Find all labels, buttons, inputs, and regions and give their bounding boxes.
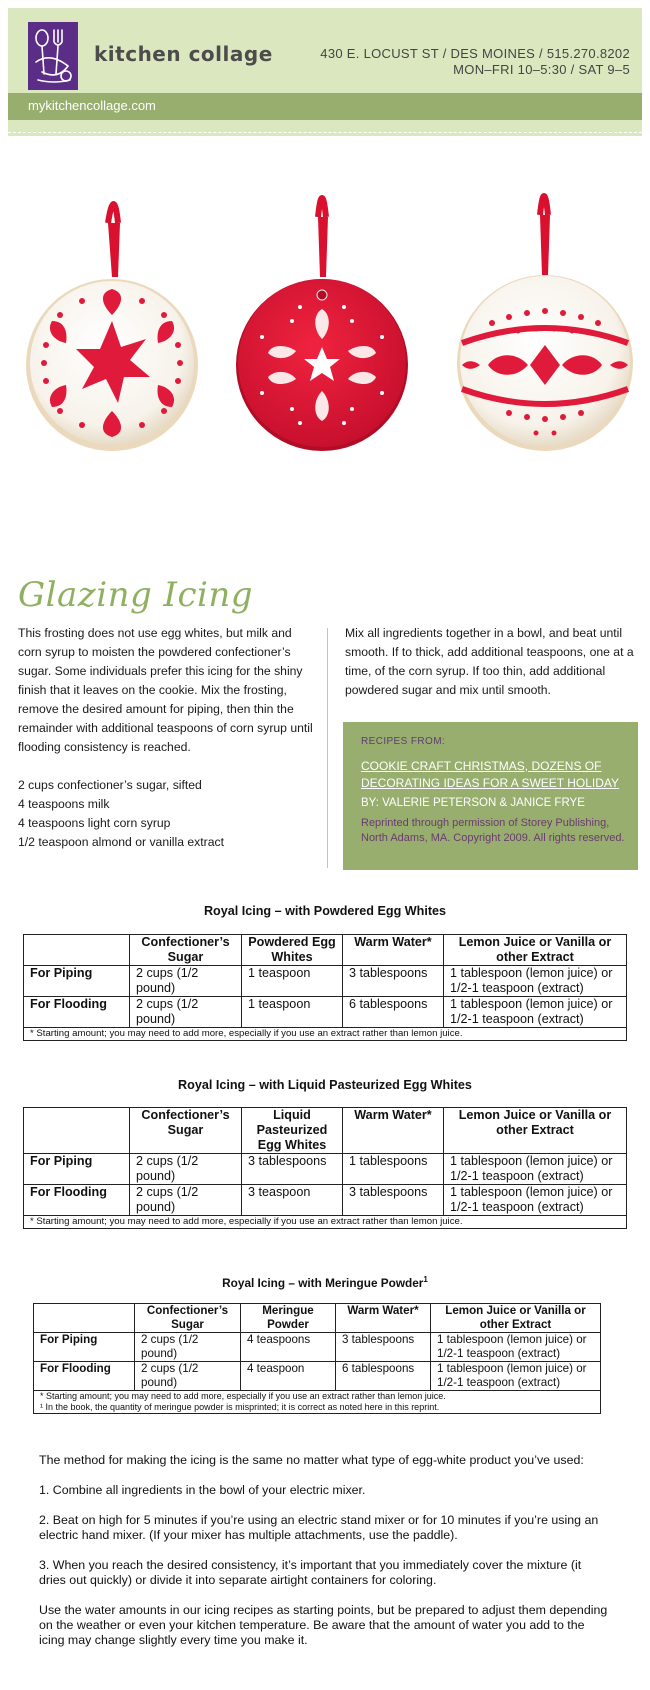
cookie-ornaments-image	[0, 165, 650, 505]
table-footnote: * Starting amount; you may need to add more, especially if you use an extract rather than lemon juice.	[40, 1391, 446, 1401]
table-cell: 1 teaspoon	[242, 997, 343, 1028]
table-header: Confectioner’s Sugar	[130, 1108, 242, 1154]
footnote-marker: 1	[423, 1275, 428, 1284]
table-header: Lemon Juice or Vanilla or other Extract	[444, 1108, 627, 1154]
recipe-right-column	[345, 624, 640, 700]
ingredient-item: 2 cups confectioner’s sugar, sifted	[18, 778, 202, 792]
table-cell: 3 tablespoons	[336, 1333, 431, 1362]
table-cell: 1 tablespoon (lemon juice) or 1/2-1 teaspoon (extract)	[444, 1185, 627, 1216]
method-paragraph: Use the water amounts in our icing recipes as starting points, but be prepared to adjust them depending on the weather or even your kitchen temperature. Be aware that the amount of water you add to the icing may change slightly every time you make it.	[39, 1603, 608, 1647]
recipe-intro: This frosting does not use egg whites, but milk and corn syrup to moisten the powdered confectioner’s sugar. Some individuals prefer this icing for the shiny finish that it leaves on the cookie. Mix the frosting, remove the desired amount for piping, then thin the remainder with additional teaspoons of corn syrup until flooding consistency is reached.	[18, 626, 313, 754]
table-cell: 2 cups (1/2 pound)	[135, 1333, 241, 1362]
table-header: Confectioner’s Sugar	[135, 1304, 241, 1333]
row-label: For Piping	[34, 1333, 135, 1362]
header-top	[8, 8, 642, 93]
table-row	[34, 1333, 601, 1362]
book-title-link[interactable]: COOKIE CRAFT CHRISTMAS, DOZENS OF DECORATING IDEAS FOR A SWEET HOLIDAY	[361, 759, 620, 790]
row-label: For Piping	[24, 1154, 130, 1185]
table-cell: 1 tablespoons	[343, 1154, 444, 1185]
method-paragraph: The method for making the icing is the same no matter what type of egg-white product you’ve used:	[39, 1453, 584, 1467]
table-header: Lemon Juice or Vanilla or other Extract	[431, 1304, 601, 1333]
website-link[interactable]: mykitchencollage.com	[28, 98, 156, 113]
table-cell: 4 teaspoon	[241, 1362, 336, 1391]
table-cell: 3 tablespoons	[242, 1154, 343, 1185]
table-row	[34, 1362, 601, 1391]
table-footnote-row	[24, 1028, 627, 1041]
table-row	[24, 966, 627, 997]
table-title-liquid: Royal Icing – with Liquid Pasteurized Egg Whites	[178, 1078, 472, 1092]
recipe-credit-box	[343, 722, 638, 870]
row-label: For Flooding	[24, 997, 130, 1028]
header-dashed-divider	[8, 132, 642, 133]
table-cell: 1 tablespoon (lemon juice) or 1/2-1 teaspoon (extract)	[444, 997, 627, 1028]
table-header: Warm Water*	[343, 1108, 444, 1154]
table-footnote-row	[24, 1216, 627, 1229]
icing-table-powdered	[23, 934, 627, 1041]
table-cell: 1 teaspoon	[242, 966, 343, 997]
table-footnotes	[34, 1391, 601, 1414]
table-header: Confectioner’s Sugar	[130, 935, 242, 966]
method-step: 2. Beat on high for 5 minutes if you’re using an electric stand mixer or for 10 minutes if you’re using an electric hand mixer. (If your mixer has multiple attachments, use the paddle).	[39, 1513, 599, 1542]
reprint-notice: Reprinted through permission of Storey Publishing, North Adams, MA. Copyright 2009. All rights reserved.	[361, 817, 625, 844]
table-row	[24, 1154, 627, 1185]
table-header: Liquid Pasteurized Egg Whites	[242, 1108, 343, 1154]
icing-table-meringue	[33, 1303, 601, 1414]
store-hours: MON–FRI 10–5:30 / SAT 9–5	[453, 62, 630, 77]
site-header	[8, 8, 642, 136]
book-authors: BY: VALERIE PETERSON & JANICE FRYE	[361, 797, 585, 809]
method-step: 1. Combine all ingredients in the bowl of your electric mixer.	[39, 1483, 366, 1497]
table-header: Lemon Juice or Vanilla or other Extract	[444, 935, 627, 966]
table-footnote: * Starting amount; you may need to add more, especially if you use an extract rather than lemon juice.	[24, 1028, 627, 1041]
table-corner-cell	[24, 1108, 130, 1154]
recipe-left-column	[18, 624, 318, 852]
method-step: 3. When you reach the desired consistency, it’s important that you immediately cover the mixture (it dries out quickly) or divide it into separate airtight containers for coloring.	[39, 1558, 582, 1587]
table-cell: 6 tablespoons	[336, 1362, 431, 1391]
table-cell: 6 tablespoons	[343, 997, 444, 1028]
recipe-instructions: Mix all ingredients together in a bowl, and beat until smooth. If to thick, add additional teaspoons, one at a time, of the corn syrup. If too thin, add additional powdered sugar and mix until smooth.	[345, 626, 634, 697]
ingredient-item: 4 teaspoons light corn syrup	[18, 816, 171, 830]
ingredient-item: 1/2 teaspoon almond or vanilla extract	[18, 835, 224, 849]
table-cell: 3 tablespoons	[343, 966, 444, 997]
table-footnote: * Starting amount; you may need to add more, especially if you use an extract rather than lemon juice.	[24, 1216, 627, 1229]
address-line-1: 430 E. LOCUST ST / DES MOINES / 515.270.8202	[320, 46, 630, 61]
table-cell: 2 cups (1/2 pound)	[130, 997, 242, 1028]
table-header: Warm Water*	[343, 935, 444, 966]
ornament-banded-cookie	[457, 196, 633, 451]
row-label: For Piping	[24, 966, 130, 997]
table-corner-cell	[24, 935, 130, 966]
table-title-text: Royal Icing – with Meringue Powder	[222, 1275, 424, 1290]
table-cell: 3 tablespoons	[343, 1185, 444, 1216]
table-cell: 3 teaspoon	[242, 1185, 343, 1216]
table-cell: 2 cups (1/2 pound)	[130, 1154, 242, 1185]
ornament-star-cookie	[26, 204, 198, 451]
table-header: Meringue Powder	[241, 1304, 336, 1333]
credit-label: RECIPES FROM:	[361, 736, 446, 747]
table-header: Powdered Egg Whites	[242, 935, 343, 966]
table-header-row	[24, 1108, 627, 1154]
table-header-row	[34, 1304, 601, 1333]
table-corner-cell	[34, 1304, 135, 1333]
recipe-title: Glazing Icing	[18, 575, 254, 615]
method-section	[39, 1453, 609, 1663]
store-address	[320, 46, 630, 78]
table-cell: 2 cups (1/2 pound)	[135, 1362, 241, 1391]
row-label: For Flooding	[34, 1362, 135, 1391]
table-cell: 1 tablespoon (lemon juice) or 1/2-1 teaspoon (extract)	[444, 1154, 627, 1185]
table-row	[24, 1185, 627, 1216]
table-footnote-row	[34, 1391, 601, 1414]
column-divider	[327, 628, 328, 868]
row-label: For Flooding	[24, 1185, 130, 1216]
url-bar	[8, 93, 642, 120]
table-cell: 2 cups (1/2 pound)	[130, 1185, 242, 1216]
ingredient-item: 4 teaspoons milk	[18, 797, 110, 811]
table-title-meringue	[0, 1275, 650, 1290]
icing-table-liquid	[23, 1107, 627, 1229]
brand-name[interactable]: kitchen collage	[94, 42, 273, 66]
table-row	[24, 997, 627, 1028]
table-cell: 1 tablespoon (lemon juice) or 1/2-1 teaspoon (extract)	[431, 1333, 601, 1362]
kitchen-utensils-logo-icon[interactable]	[28, 22, 78, 90]
table-title-powdered: Royal Icing – with Powdered Egg Whites	[203, 904, 447, 918]
table-header: Warm Water*	[336, 1304, 431, 1333]
table-cell: 4 teaspoons	[241, 1333, 336, 1362]
table-header-row	[24, 935, 627, 966]
table-footnote: ¹ In the book, the quantity of meringue powder is misprinted; it is correct as noted here in this reprint.	[40, 1402, 440, 1412]
ornament-red-snowflake-cookie	[236, 198, 408, 451]
table-cell: 1 tablespoon (lemon juice) or 1/2-1 teaspoon (extract)	[444, 966, 627, 997]
table-cell: 2 cups (1/2 pound)	[130, 966, 242, 997]
table-cell: 1 tablespoon (lemon juice) or 1/2-1 teaspoon (extract)	[431, 1362, 601, 1391]
